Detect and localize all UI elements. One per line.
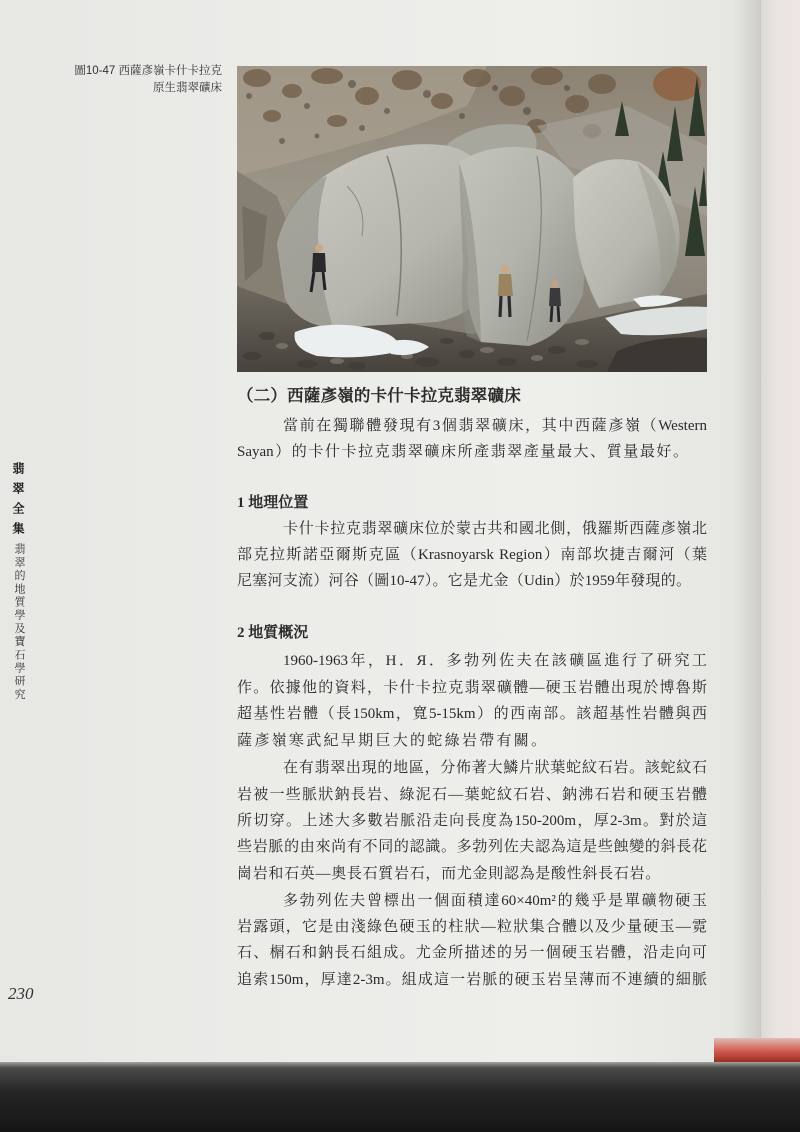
subsection-heading: 2 地質概況 (237, 625, 309, 641)
text-line: 當前在獨聯體發現有3個翡翠礦床，其中西薩彥嶺（Western (283, 418, 707, 434)
caption-line: 圖10-47 西薩彥嶺卡什卡拉克 (74, 65, 222, 77)
text-line: 多勃列佐夫曾標出一個面積達60×40m²的幾乎是單礦物硬玉 (283, 893, 707, 909)
text-line: 岩露頭，它是由淺綠色硬玉的柱狀—粒狀集合體以及少量硬玉—霓 (237, 919, 707, 935)
text-line: Sayan）的卡什卡拉克翡翠礦床所產翡翠產量最大、質量最好。 (237, 444, 688, 460)
figure-photo (237, 66, 707, 372)
caption-line: 原生翡翠礦床 (153, 82, 222, 94)
subsection-heading: 1 地理位置 (237, 495, 309, 511)
text-line: 岩被一些脈狀鈉長岩、綠泥石—葉蛇紋石岩、鈉沸石岩和硬玉岩體 (237, 787, 707, 803)
chapter-title: 翡翠的地質學及寶石學研究 (13, 543, 25, 702)
figure-caption (30, 63, 222, 97)
scan-bottom-border (0, 1062, 800, 1132)
adjacent-page-edge (760, 0, 800, 1062)
text-line: 些岩脈的由來尚有不同的認識。多勃列佐夫認為這是些蝕變的斜長花 (237, 839, 707, 855)
page-number: 230 (8, 984, 34, 1003)
book-cover-edge (714, 1038, 800, 1062)
text-line: 在有翡翠出現的地區，分佈著大鱗片狀葉蛇紋石岩。該蛇紋石 (283, 760, 707, 776)
book-title: 翡翠全集 (11, 462, 25, 542)
text-line: 薩彥嶺寒武紀早期巨大的蛇綠岩帶有關。 (237, 733, 549, 749)
text-line: 超基性岩體（長150km，寬5-15km）的西南部。該超基性岩體與西 (237, 706, 707, 722)
autumn-bush (653, 67, 701, 101)
text-line: 1960-1963年，H．Я．多勃列佐夫在該礦區進行了研究工 (283, 653, 707, 669)
section-heading: （二）西薩彥嶺的卡什卡拉克翡翠礦床 (237, 386, 521, 405)
text-line: 部克拉斯諾亞爾斯克區（Krasnoyarsk Region）南部坎捷吉爾河（葉 (237, 547, 707, 563)
text-line: 崗岩和石英—奧長石質岩石，而尤金則認為是酸性斜長石岩。 (237, 866, 661, 882)
text-line: 石、榍石和鈉長石組成。尤金所描述的另一個硬玉岩體，沿走向可 (237, 945, 707, 961)
text-line: 追索150m，厚達2-3m。組成這一岩脈的硬玉岩呈薄而不連續的細脈 (237, 972, 707, 988)
text-line: 所切穿。上述大多數岩脈沿走向長度為150-200m，厚2-3m。對於這 (237, 813, 707, 829)
page-gutter-shadow (732, 0, 760, 1062)
text-line: 卡什卡拉克翡翠礦床位於蒙古共和國北側，俄羅斯西薩彥嶺北 (283, 521, 707, 537)
text-line: 尼塞河支流）河谷（圖10-47）。它是尤金（Udin）於1959年發現的。 (237, 573, 691, 589)
text-line: 作。依據他的資料，卡什卡拉克翡翠礦體—硬玉岩體出現於博魯斯 (237, 680, 707, 696)
